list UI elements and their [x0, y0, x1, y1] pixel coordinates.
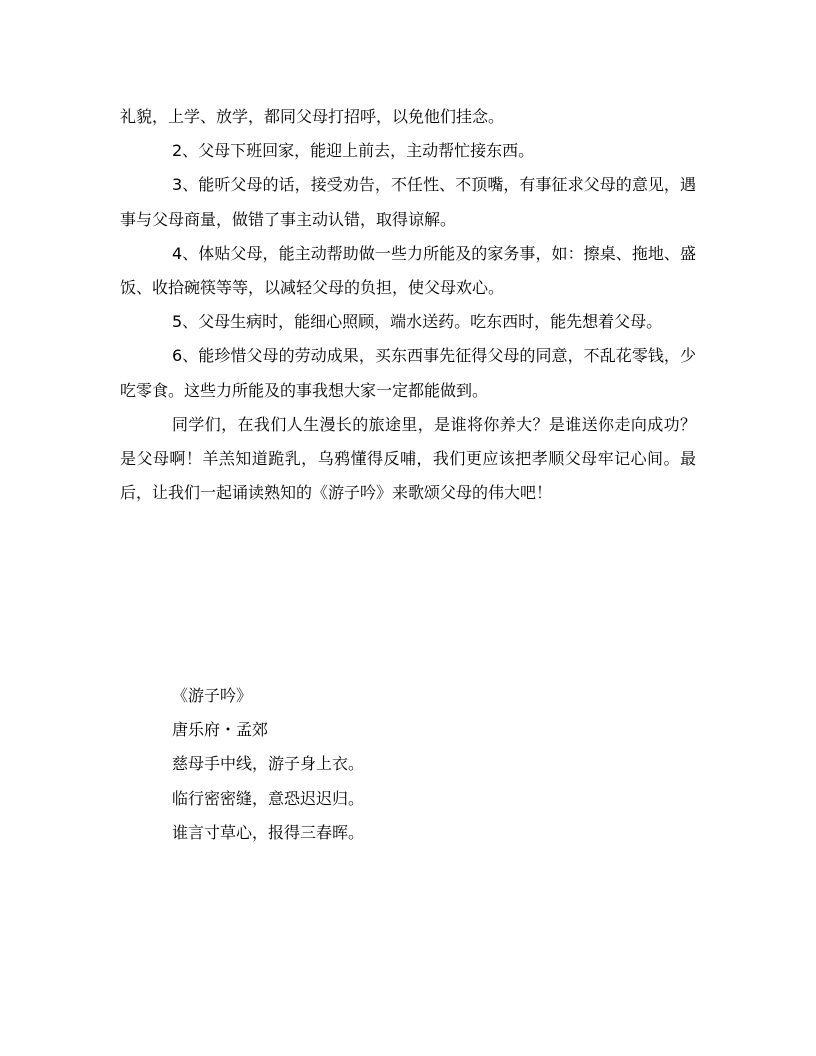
- paragraph-item-4: 4、体贴父母，能主动帮助做一些力所能及的家务事，如：擦桌、拖地、盛饭、收拾碗筷等等，以减轻父母的负担，使父母欢心。: [120, 243, 696, 298]
- paragraph-item-3: 3、能听父母的话，接受劝告，不任性、不顶嘴，有事征求父母的意见，遇事与父母商量，做错了事主动认错，取得谅解。: [120, 175, 696, 229]
- poem-line: 谁言寸草心，报得三春晖。: [172, 822, 365, 842]
- poem-author: 唐乐府・孟郊: [172, 720, 269, 740]
- paragraph-item-2: 2、父母下班回家，能迎上前去，主动帮忙接东西。: [172, 141, 535, 161]
- poem-line: 慈母手中线，游子身上衣。: [172, 754, 365, 774]
- paragraph-closing: 同学们，在我们人生漫长的旅途里，是谁将你养大？是谁送你走向成功？是父母啊！羊羔知道跪乳，乌鸦懂得反哺，我们更应该把孝顺父母牢记心间。最后，让我们一起诵读熟知的《游子吟》来歌颂父母的伟大吧！: [120, 414, 696, 503]
- poem-line: 临行密密缝，意恐迟迟归。: [172, 788, 365, 808]
- paragraph-continuation: 礼貌，上学、放学，都同父母打招呼，以免他们挂念。: [120, 107, 505, 126]
- poem-title: 《游子吟》: [172, 686, 253, 705]
- paragraph-item-6: 6、能珍惜父母的劳动成果，买东西事先征得父母的同意，不乱花零钱，少吃零食。这些力所能及的事我想大家一定都能做到。: [120, 346, 696, 400]
- document-body: [120, 100, 696, 510]
- poem-block: [172, 679, 364, 850]
- paragraph-item-5: 5、父母生病时，能细心照顾，端水送药。吃东西时，能先想着父母。: [172, 312, 663, 332]
